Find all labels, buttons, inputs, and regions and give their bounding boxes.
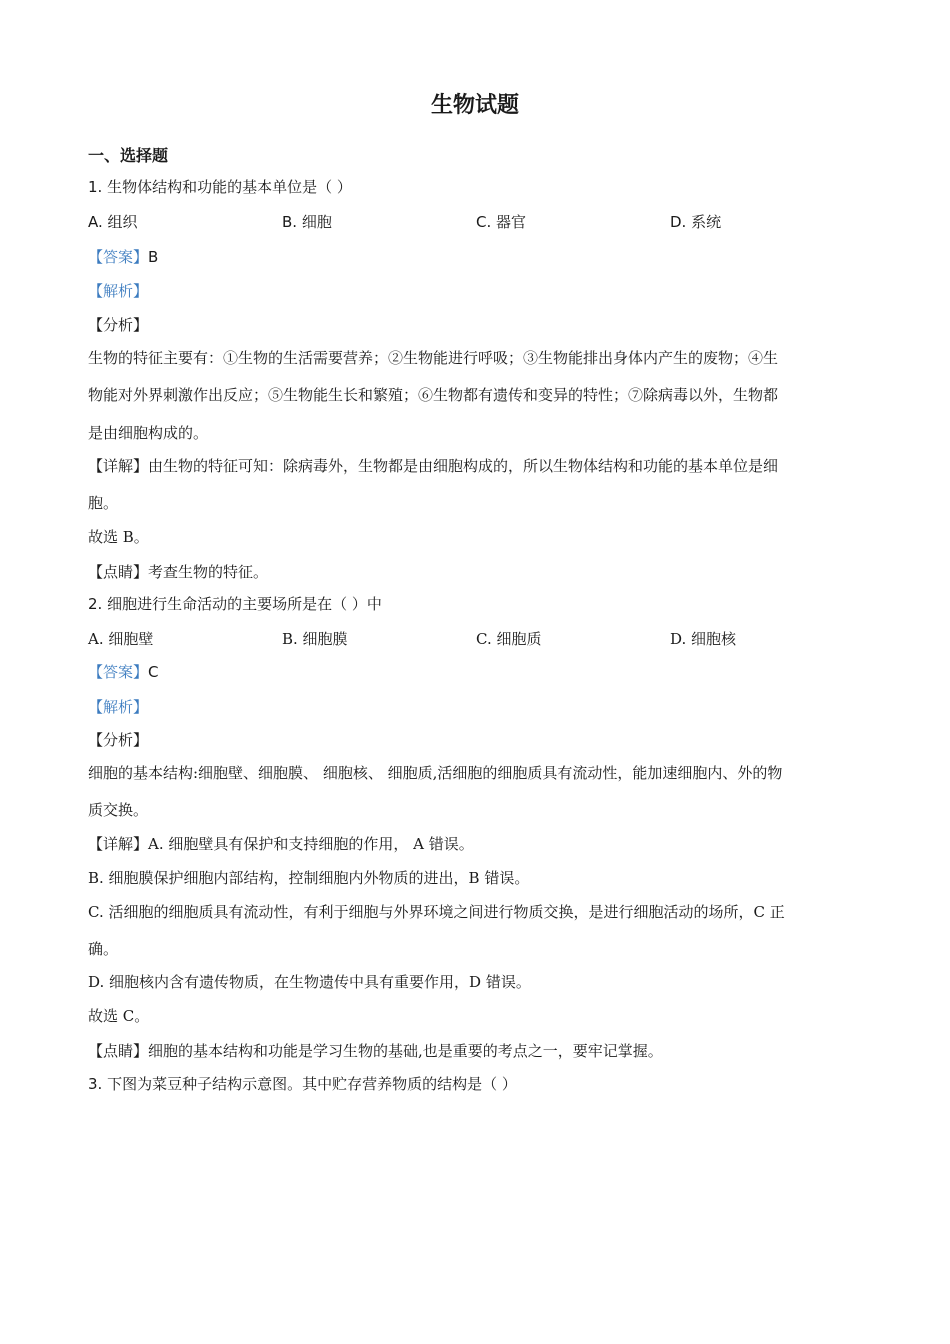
q2-detail: 【详解】A. 细胞壁具有保护和支持细胞的作用， A 错误。 [88,835,474,853]
section-heading: 一、选择题 [88,146,169,165]
q1-choice: 故选 B。 [88,528,149,546]
q1-detail: 【详解】由生物的特征可知：除病毒外，生物都是由细胞构成的，所以生物体结构和功能的基本单位是细 [88,457,779,475]
q2-fenxi-label: 【分析】 [88,731,149,749]
q2-answer [88,661,863,683]
q1-paragraph: 是由细胞构成的。 [88,424,209,442]
q2-comment: 【点睛】细胞的基本结构和功能是学习生物的基础,也是重要的考点之一，要牢记掌握。 [88,1042,663,1060]
question-1-stem: 1. 生物体结构和功能的基本单位是（ ） [88,178,352,196]
q2-detail: C. 活细胞的细胞质具有流动性，有利于细胞与外界环境之间进行物质交换，是进行细胞活动的场所，C 正 [88,903,785,921]
q2-option-b: B. 细胞膜 [282,630,348,648]
q1-detail: 胞。 [88,494,119,512]
q1-option-d: D. 系统 [670,213,722,231]
q1-option-c: C. 器官 [476,213,527,231]
q2-detail: D. 细胞核内含有遗传物质，在生物遗传中具有重要作用，D 错误。 [88,973,531,991]
question-3-stem: 3. 下图为菜豆种子结构示意图。其中贮存营养物质的结构是（ ） [88,1075,517,1093]
answer-value: B [148,248,159,266]
answer-label: 【答案】 [88,248,149,266]
q2-detail: B. 细胞膜保护细胞内部结构，控制细胞内外物质的进出，B 错误。 [88,869,530,887]
q1-answer [88,246,863,268]
q1-paragraph: 物能对外界刺激作出反应；⑤生物能生长和繁殖；⑥生物都有遗传和变异的特性；⑦除病毒以外，生物都 [88,386,779,404]
q2-option-c: C. 细胞质 [476,630,542,648]
answer-value: C [148,663,159,681]
q1-paragraph: 生物的特征主要有：①生物的生活需要营养；②生物能进行呼吸；③生物能排出身体内产生的废物；④生 [88,349,779,367]
q2-option-d: D. 细胞核 [670,630,737,648]
q1-analysis-label: 【解析】 [88,282,149,300]
q1-option-b: B. 细胞 [282,213,332,231]
page-title: 生物试题 [430,93,519,118]
q1-option-a: A. 组织 [88,213,138,231]
question-2-stem: 2. 细胞进行生命活动的主要场所是在（ ）中 [88,595,382,613]
q1-comment: 【点睛】考查生物的特征。 [88,563,269,581]
q2-choice: 故选 C。 [88,1007,150,1025]
q2-paragraph: 质交换。 [88,801,149,819]
q1-fenxi-label: 【分析】 [88,316,149,334]
answer-label: 【答案】 [88,663,149,681]
q2-analysis-label: 【解析】 [88,698,149,716]
q2-paragraph: 细胞的基本结构:细胞壁、细胞膜、 细胞核、 细胞质,活细胞的细胞质具有流动性，能加速细胞内、外的物 [88,764,783,782]
q2-detail: 确。 [88,940,119,958]
q2-option-a: A. 细胞壁 [88,630,154,648]
